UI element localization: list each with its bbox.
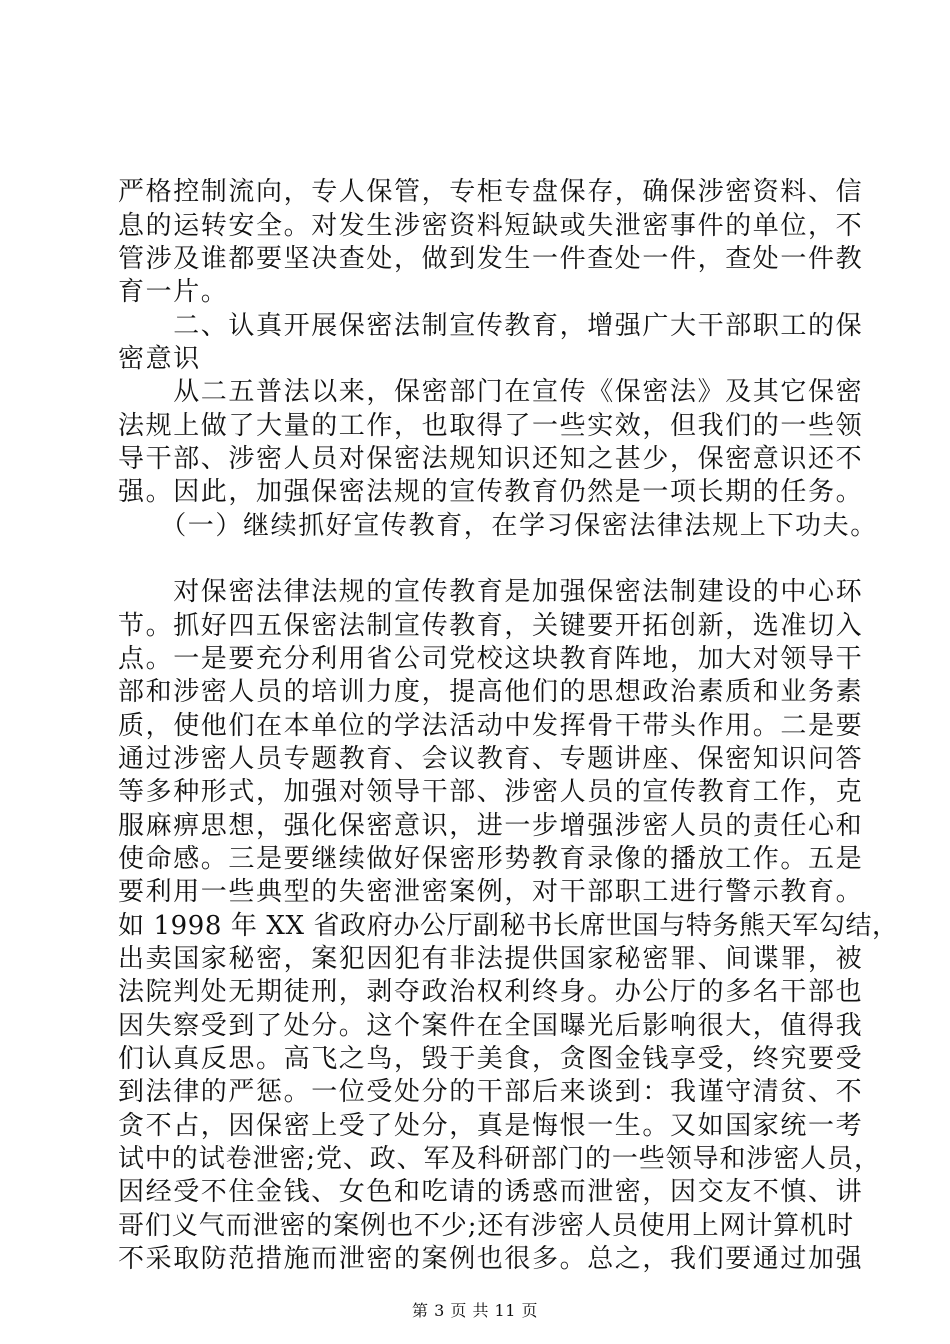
text-line: 息的运转安全。对发生涉密资料短缺或失泄密事件的单位，不: [118, 211, 864, 241]
text-line: 哥们义气而泄密的案例也不少;还有涉密人员使用上网计算机时: [118, 1211, 854, 1241]
subsection-heading-line: （一）继续抓好宣传教育，在学习保密法律法规上下功夫。: [118, 511, 878, 541]
text-line: 节。抓好四五保密法制宣传教育，关键要开拓创新，选准切入: [118, 611, 864, 641]
text-line: 使命感。三是要继续做好保密形势教育录像的播放工作。五是: [118, 844, 864, 874]
text-line: 等多种形式，加强对领导干部、涉密人员的宣传教育工作，克: [118, 777, 864, 807]
text-line: 到法律的严惩。一位受处分的干部后来谈到：我谨守清贫、不: [118, 1077, 864, 1107]
page-number-footer: 第 3 页 共 11 页: [412, 1301, 538, 1320]
text-line: 强。因此，加强保密法规的宣传教育仍然是一项长期的任务。: [118, 477, 864, 507]
text-line: 对保密法律法规的宣传教育是加强保密法制建设的中心环: [118, 577, 864, 607]
text-line: 点。一是要充分利用省公司党校这块教育阵地，加大对领导干: [118, 644, 864, 674]
text-line: 育一片。: [118, 277, 229, 307]
text-line: 法院判处无期徒刑，剥夺政治权利终身。办公厅的多名干部也: [118, 977, 864, 1007]
text-line: 导干部、涉密人员对保密法规知识还知之甚少，保密意识还不: [118, 444, 864, 474]
text-line: 因失察受到了处分。这个案件在全国曝光后影响很大，值得我: [118, 1011, 864, 1041]
text-line: 们认真反思。高飞之鸟，毁于美食，贪图金钱享受，终究要受: [118, 1044, 864, 1074]
section-heading-line: 密意识: [118, 344, 201, 374]
text-line: 从二五普法以来，保密部门在宣传《保密法》及其它保密: [118, 377, 864, 407]
text-line: 通过涉密人员专题教育、会议教育、专题讲座、保密知识问答: [118, 744, 864, 774]
text-line: 法规上做了大量的工作，也取得了一些实效，但我们的一些领: [118, 411, 864, 441]
text-line: 因经受不住金钱、女色和吃请的诱惑而泄密，因交友不慎、讲: [118, 1177, 864, 1207]
text-line: 贪不占，因保密上受了处分，真是悔恨一生。又如国家统一考: [118, 1111, 864, 1141]
text-line: 试中的试卷泄密;党、政、军及科研部门的一些领导和涉密人员，: [118, 1144, 881, 1174]
section-heading-line: 二、认真开展保密法制宣传教育，增强广大干部职工的保: [118, 311, 864, 341]
text-line: 质，使他们在本单位的学法活动中发挥骨干带头作用。二是要: [118, 711, 864, 741]
text-line: 要利用一些典型的失密泄密案例，对干部职工进行警示教育。: [118, 877, 864, 907]
text-line: 严格控制流向，专人保管，专柜专盘保存，确保涉密资料、信: [118, 177, 864, 207]
text-line: 部和涉密人员的培训力度，提高他们的思想政治素质和业务素: [118, 677, 864, 707]
text-line: 管涉及谁都要坚决查处，做到发生一件查处一件，查处一件教: [118, 244, 864, 274]
text-line: 服麻痹思想，强化保密意识，进一步增强涉密人员的责任心和: [118, 811, 864, 841]
text-line: 如 1998 年 XX 省政府办公厅副秘书长席世国与特务熊天军勾结，: [118, 911, 899, 941]
text-line: 出卖国家秘密，案犯因犯有非法提供国家秘密罪、间谍罪，被: [118, 944, 864, 974]
text-line: 不采取防范措施而泄密的案例也很多。总之，我们要通过加强: [118, 1244, 864, 1274]
